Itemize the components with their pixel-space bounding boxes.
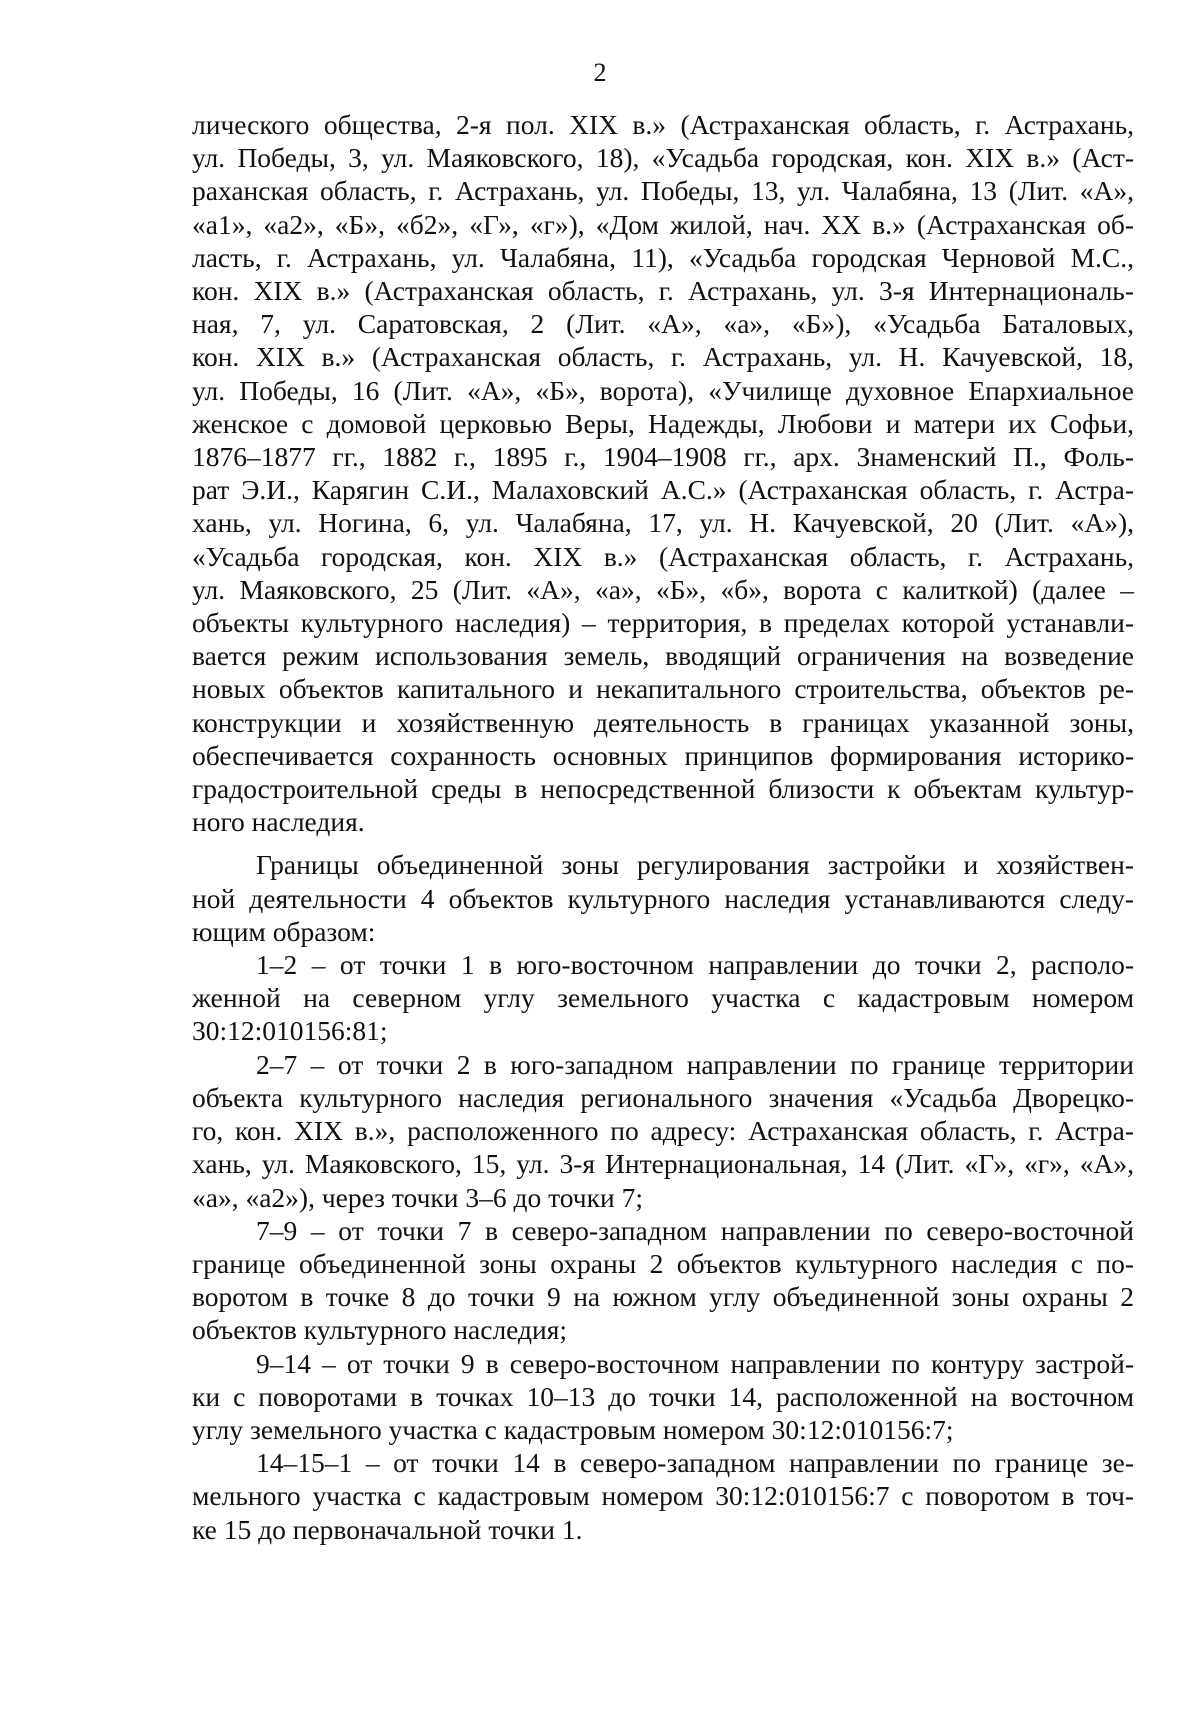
text-line: ке 15 до первоначальной точки 1. xyxy=(192,1513,583,1545)
text-line: женское с домовой церковью Веры, Надежды, Любови и матери их Софьи, xyxy=(192,407,1134,439)
text-line: ласть, г. Астрахань, ул. Чалабяна, 11), «Усадьба городская Черновой М.С., xyxy=(192,241,1134,273)
paragraph xyxy=(192,848,1134,948)
text-line: ул. Победы, 16 (Лит. «А», «Б», ворота), «Училище духовное Епархиальное xyxy=(192,374,1134,406)
paragraph xyxy=(192,1048,1134,1214)
page-number: 2 xyxy=(593,58,607,87)
text-line: объекты культурного наследия) – территория, в пределах которой устанавли- xyxy=(192,607,1134,639)
text-line: ющим образом: xyxy=(192,915,376,947)
text-line: мельного участка с кадастровым номером 30:12:010156:7 с поворотом в точ- xyxy=(192,1480,1134,1512)
text-line: хань, ул. Ногина, 6, ул. Чалабяна, 17, ул. Н. Качуевской, 20 (Лит. «А»), xyxy=(192,507,1134,539)
text-line: раханская область, г. Астрахань, ул. Победы, 13, ул. Чалабяна, 13 (Лит. «А», xyxy=(192,175,1134,207)
text-line: ул. Маяковского, 25 (Лит. «А», «а», «Б», «б», ворота с калиткой) (далее – xyxy=(192,573,1134,605)
text-line: вается режим использования земель, вводящий ограничения на возведение xyxy=(192,640,1134,672)
text-line: границе объединенной зоны охраны 2 объектов культурного наследия с по- xyxy=(192,1247,1134,1279)
text-line: го, кон. XIX в.», расположенного по адресу: Астраханская область, г. Астра- xyxy=(192,1115,1134,1147)
text-line: 2–7 – от точки 2 в юго-западном направлении по границе территории xyxy=(256,1048,1134,1080)
text-line: 1–2 – от точки 1 в юго-восточном направлении до точки 2, располо- xyxy=(256,949,1134,981)
text-line: 7–9 – от точки 7 в северо-западном направлении по северо-восточной xyxy=(256,1214,1134,1246)
text-line: «а1», «а2», «Б», «б2», «Г», «г»), «Дом жилой, нач. XX в.» (Астраханская об- xyxy=(192,208,1134,240)
text-line: ная, 7, ул. Саратовская, 2 (Лит. «А», «а», «Б»), «Усадьба Баталовых, xyxy=(192,308,1134,340)
text-line: лического общества, 2-я пол. XIX в.» (Астраханская область, г. Астрахань, xyxy=(192,109,1134,140)
paragraph xyxy=(192,108,1134,838)
paragraph xyxy=(192,1214,1134,1347)
paragraph xyxy=(192,948,1134,1048)
text-line: кон. XIX в.» (Астраханская область, г. Астрахань, ул. Н. Качуевской, 18, xyxy=(192,341,1134,373)
text-line: рат Э.И., Карягин С.И., Малаховский А.С.» (Астраханская область, г. Астра- xyxy=(192,474,1134,506)
text-line: 14–15–1 – от точки 14 в северо-западном направлении по границе зе- xyxy=(256,1447,1134,1479)
text-line: 9–14 – от точки 9 в северо-восточном направлении по контуру застрой- xyxy=(256,1347,1134,1379)
paragraph xyxy=(192,1446,1134,1546)
text-line: обеспечивается сохранность основных принципов формирования историко- xyxy=(192,739,1134,771)
text-line: объекта культурного наследия регионального значения «Усадьба Дворецко- xyxy=(192,1081,1134,1113)
text-line: «Усадьба городская, кон. XIX в.» (Астраханская область, г. Астрахань, xyxy=(192,540,1134,572)
text-line: «а», «а2»), через точки 3–6 до точки 7; xyxy=(192,1181,643,1213)
text-line: ул. Победы, 3, ул. Маяковского, 18), «Усадьба городская, кон. XIX в.» (Аст- xyxy=(192,142,1134,174)
text-line: ной деятельности 4 объектов культурного наследия устанавливаются следу- xyxy=(192,882,1134,914)
text-line: 30:12:010156:81; xyxy=(192,1015,388,1047)
text-line: объектов культурного наследия; xyxy=(192,1314,568,1346)
text-line: ного наследия. xyxy=(192,806,365,838)
text-line: кон. XIX в.» (Астраханская область, г. Астрахань, ул. 3-я Интернациональ- xyxy=(192,275,1134,307)
text-line: хань, ул. Маяковского, 15, ул. 3-я Интернациональная, 14 (Лит. «Г», «г», «А», xyxy=(192,1148,1134,1180)
text-line: женной на северном углу земельного участка с кадастровым номером xyxy=(192,982,1134,1014)
paragraph-gap xyxy=(192,838,1134,848)
text-line: 1876–1877 гг., 1882 г., 1895 г., 1904–1908 гг., арх. Знаменский П., Фоль- xyxy=(192,441,1134,473)
text-line: Границы объединенной зоны регулирования застройки и хозяйствен- xyxy=(256,849,1134,881)
document-body xyxy=(192,108,1134,1546)
text-line: углу земельного участка с кадастровым номером 30:12:010156:7; xyxy=(192,1413,954,1445)
text-line: ки с поворотами в точках 10–13 до точки 14, расположенной на восточном xyxy=(192,1380,1134,1412)
text-line: градостроительной среды в непосредственной близости к объектам культур- xyxy=(192,773,1134,805)
text-line: конструкции и хозяйственную деятельность в границах указанной зоны, xyxy=(192,706,1134,738)
text-line: новых объектов капитального и некапитального строительства, объектов ре- xyxy=(192,673,1134,705)
paragraph xyxy=(192,1347,1134,1447)
text-line: воротом в точке 8 до точки 9 на южном углу объединенной зоны охраны 2 xyxy=(192,1281,1134,1313)
